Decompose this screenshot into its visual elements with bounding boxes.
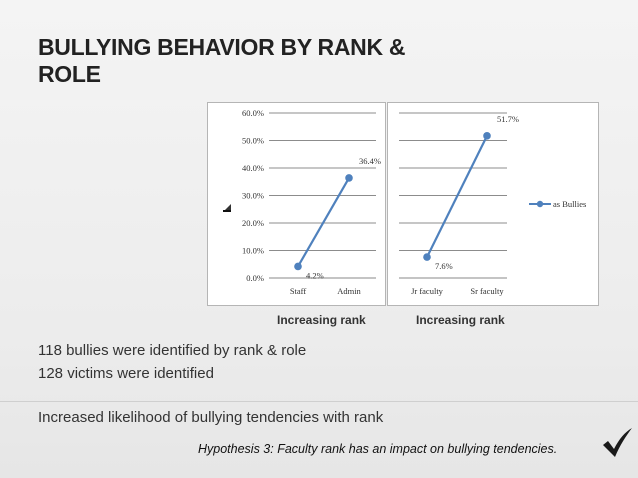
checkmark-icon <box>600 426 634 460</box>
x-axis-caption-right: Increasing rank <box>416 313 505 327</box>
y-tick-label: 60.0% <box>242 108 264 118</box>
data-label: 4.2% <box>306 270 324 281</box>
x-tick-label: Staff <box>289 286 307 296</box>
bullying-rank-chart <box>207 102 599 306</box>
data-label: 51.7% <box>497 113 519 124</box>
data-point <box>294 263 302 271</box>
slide-title: BULLYING BEHAVIOR BY RANK & ROLE <box>38 34 406 87</box>
x-tick-label: Jr faculty <box>411 286 443 296</box>
section-divider <box>0 401 638 402</box>
bullet-victims-identified: 128 victims were identified <box>38 365 214 382</box>
bullet-increased-likelihood: Increased likelihood of bullying tendencies with rank <box>38 409 384 426</box>
data-point <box>483 132 491 140</box>
y-tick-label: 40.0% <box>242 163 264 173</box>
bullet-bullies-identified: 118 bullies were identified by rank & role <box>38 342 307 359</box>
series-line-1 <box>298 178 349 267</box>
y-tick-label: 0.0% <box>246 273 264 283</box>
y-tick-label: 20.0% <box>242 218 264 228</box>
legend-entry: as Bullies <box>553 199 587 209</box>
x-tick-label: Admin <box>337 286 361 296</box>
series-line-2 <box>427 136 487 257</box>
data-point <box>423 253 431 261</box>
data-point <box>345 174 353 182</box>
y-tick-label: 30.0% <box>242 190 264 201</box>
legend-marker <box>537 201 543 207</box>
x-tick-label: Sr faculty <box>470 286 504 296</box>
hypothesis-statement: Hypothesis 3: Faculty rank has an impact on bullying tendencies. <box>198 442 558 456</box>
data-label: 36.4% <box>359 155 381 166</box>
x-axis-caption-left: Increasing rank <box>277 313 366 327</box>
y-tick-label: 10.0% <box>242 245 264 256</box>
data-label: 7.6% <box>435 261 453 272</box>
y-tick-label: 50.0% <box>242 135 264 146</box>
flag-icon <box>223 204 231 212</box>
